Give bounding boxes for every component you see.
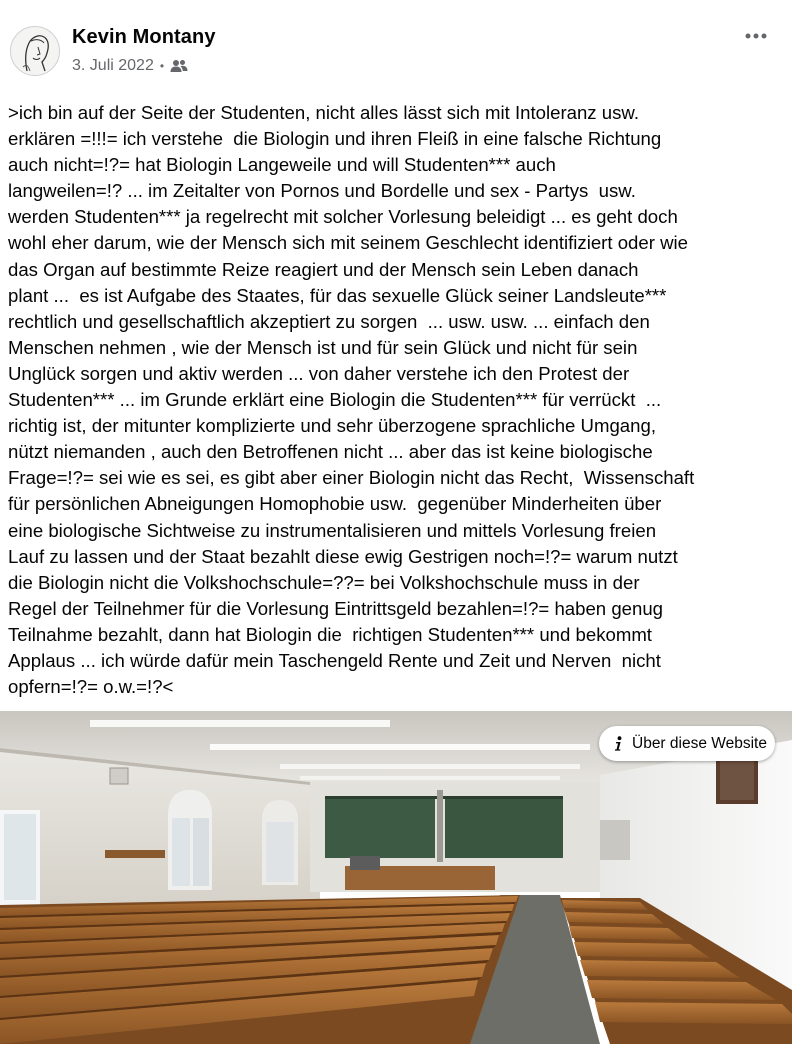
post-text: >ich bin auf der Seite der Studenten, nicht alles lässt sich mit Intoleranz usw. erklären =!!!= ich verstehe die Biologin und ihren Fleiß in eine falsche Richtung auch nicht=!?= hat Biologin Langeweile und will Studenten*** auch langweilen=!? ... im Zeitalter von Pornos und Bordelle und sex - Partys usw. werden Studenten*** ja regelrecht mit solcher Vorlesung beleidigt ... es geht doch wohl eher darum, wie der Mensch sich mit seinem Geschlecht identifiziert oder wie das Organ auf bestimmte Reize reagiert und der Mensch sein Leben danach plant ... es ist Aufgabe des Staates, für das sexuelle Glück seiner Landsleute*** rechtlich und gesellschaftlich akzeptiert zu sorgen ... usw. usw. ... einfach den Menschen nehmen , wie der Mensch ist und für sein Glück und nicht für sein Unglück sorgen und aktiv werden ... von daher verstehe ich den Protest der Studenten*** ... im Grunde erklärt eine Biologin die Studenten*** für verrückt ... richtig ist, der mitunter komplizierte und sehr überzogene sprachliche Umgang, nützt niemanden , auch den Betroffenen nicht ... aber das ist keine biologische Frage=!?= sei wie es sei, es gibt aber einer Biologin nicht das Recht, Wissenschaft für persönlichen Abneigungen Homophobie usw. gegenüber Minderheiten über eine biologische Sichtweise zu instrumentalisieren und mittels Vorlesung freien Lauf zu lassen und der Staat bezahlt diese ewig Gestrigen noch=!?= warum nutzt die Biologin nicht die Volkshochschule=??= bei Volkshochschule muss in der Regel der Teilnehmer für die Vorlesung Eintrittsgeld bezahlen=!?= haben genug Teilnahme bezahlt, dann hat Biologin die richtigen Studenten*** und bekommt Applaus ... ich würde dafür mein Taschengeld Rente und Zeit und Nerven nicht opfern=!?= o.w.=!?< <box>8 102 695 698</box>
avatar-sketch-icon <box>11 27 60 76</box>
meta-separator: • <box>159 59 165 73</box>
about-website-label: Über diese Website <box>632 734 767 752</box>
more-horizontal-icon <box>745 33 767 39</box>
post-date[interactable]: 3. Juli 2022 <box>72 57 154 74</box>
author-name[interactable]: Kevin Montany <box>72 26 216 48</box>
info-icon <box>612 736 624 752</box>
avatar[interactable] <box>10 26 60 76</box>
friends-icon[interactable] <box>170 59 188 73</box>
more-options-button[interactable] <box>738 24 774 48</box>
post-header <box>0 0 792 90</box>
post-meta <box>72 56 188 76</box>
about-website-button[interactable] <box>599 726 775 761</box>
